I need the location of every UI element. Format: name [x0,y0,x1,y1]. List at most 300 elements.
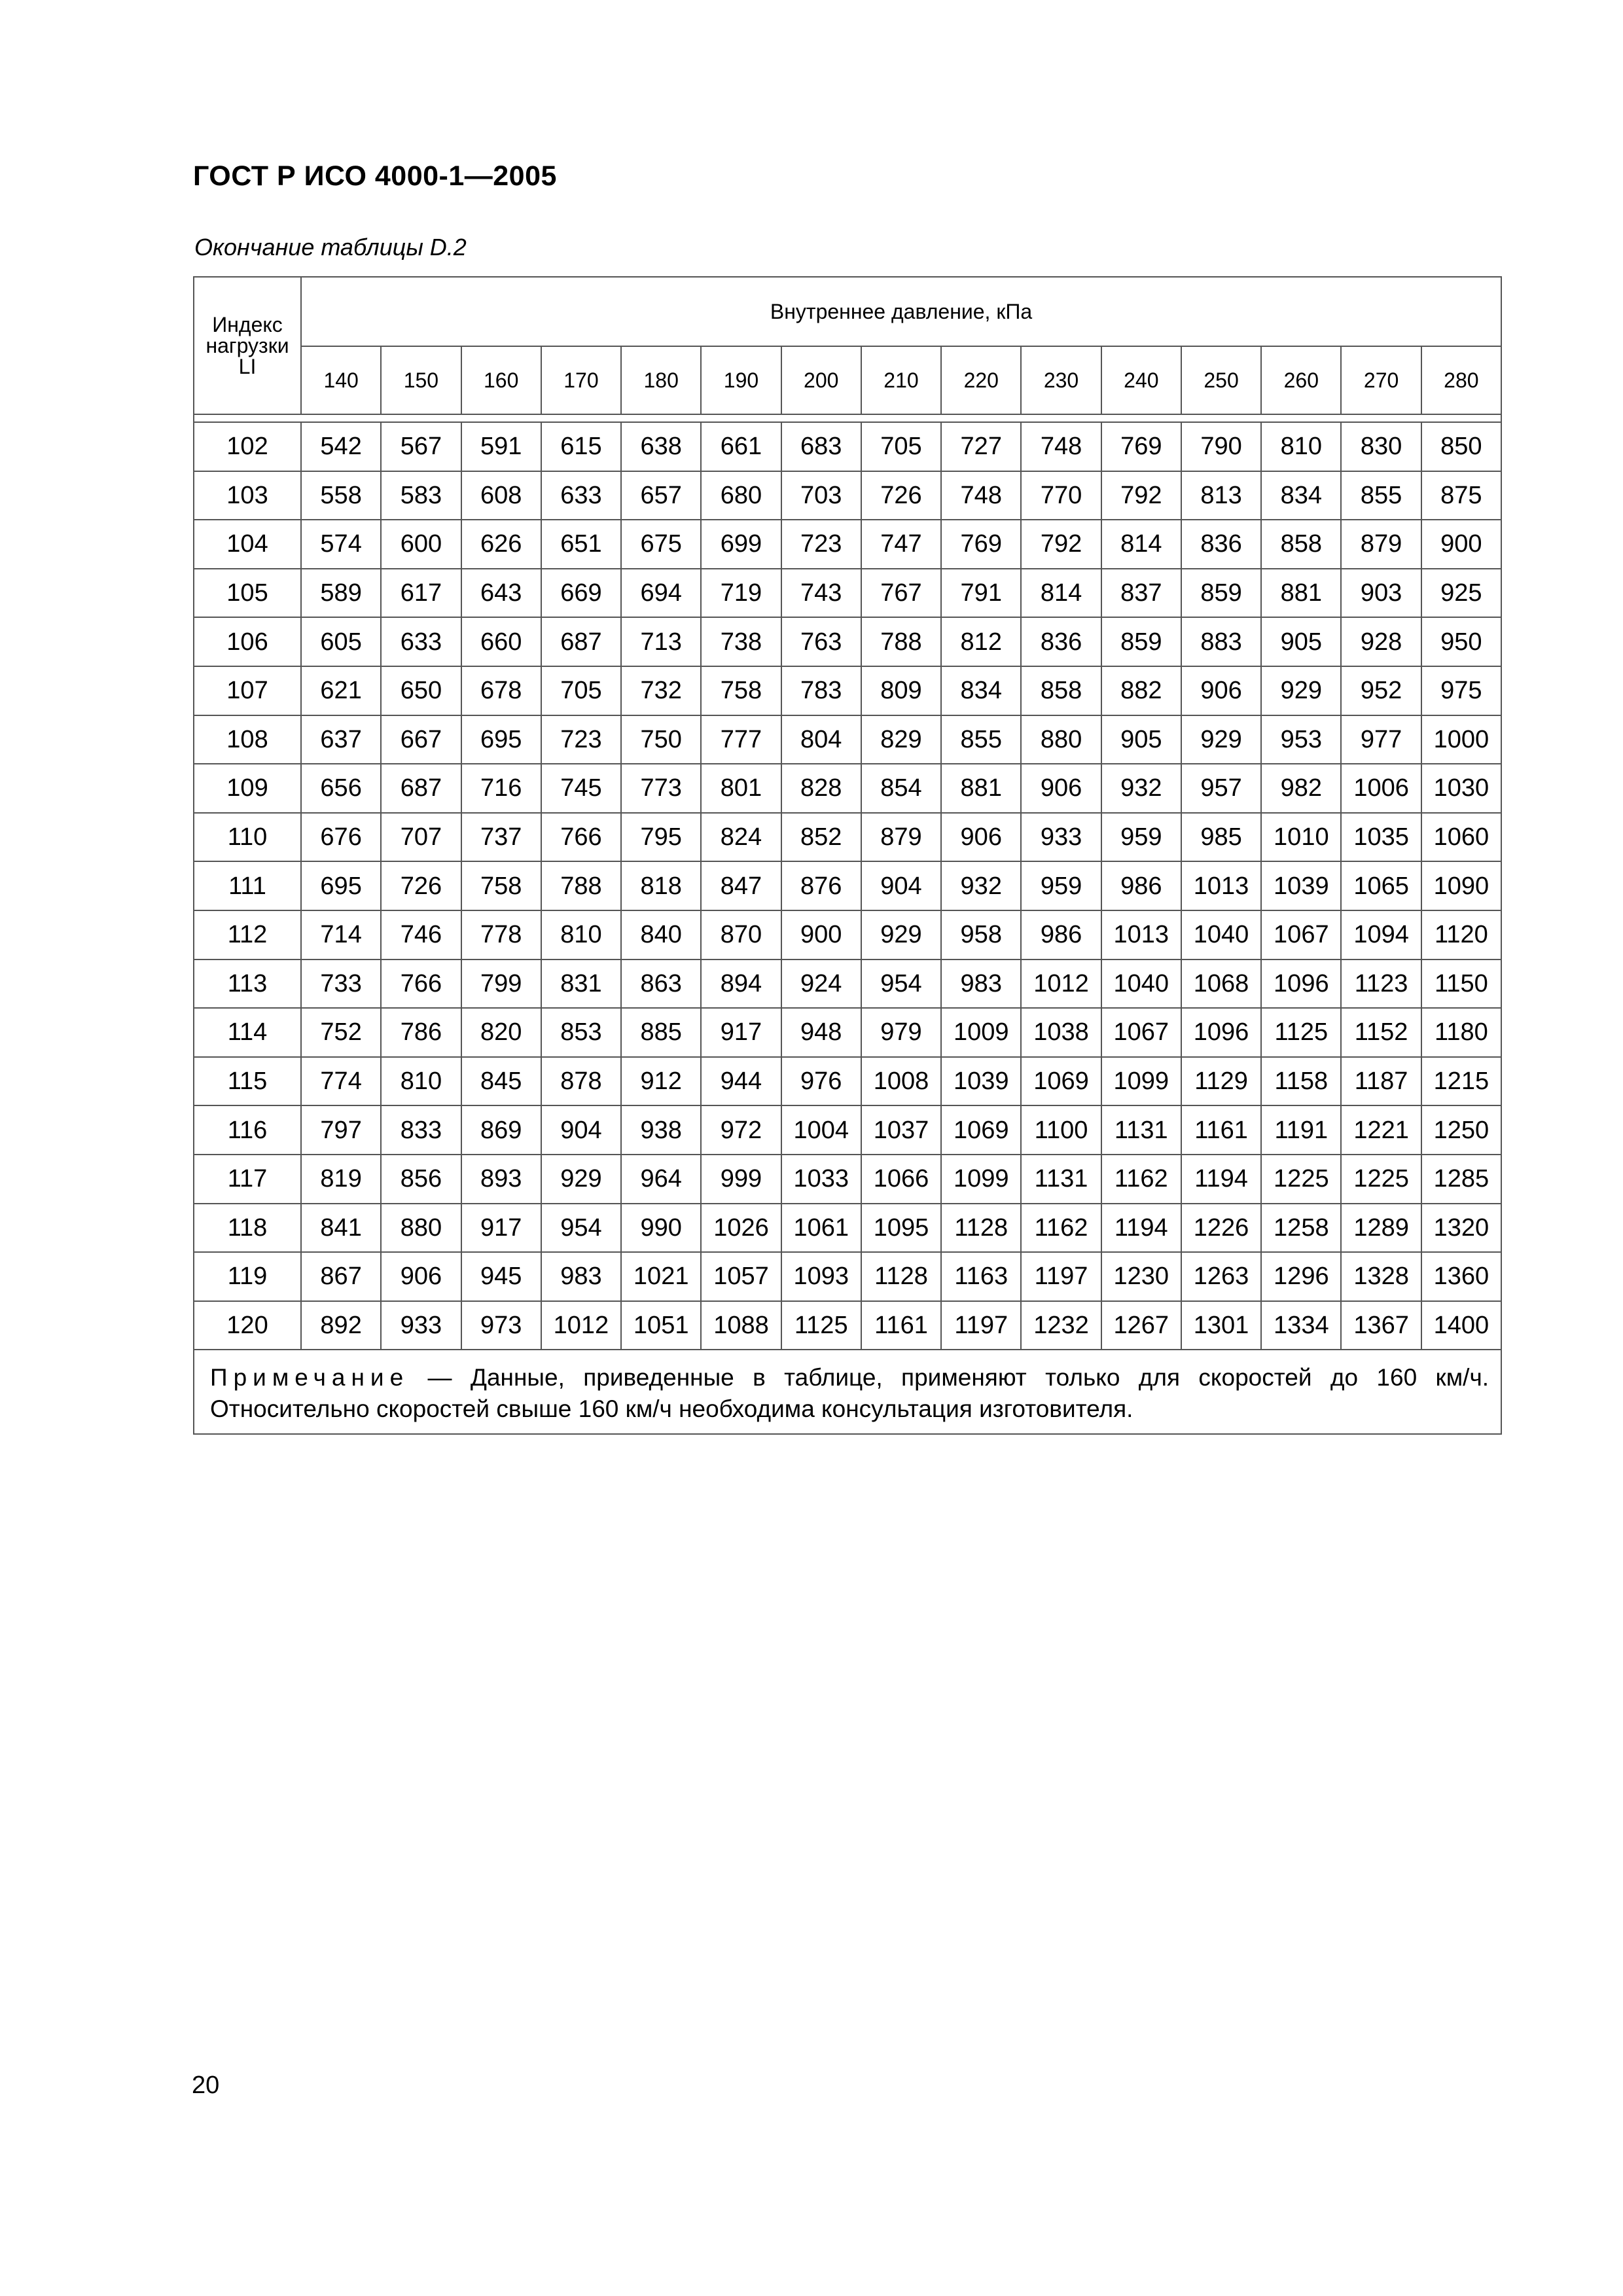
load-value-cell: 1289 [1341,1204,1421,1253]
load-value-cell: 859 [1181,569,1261,618]
load-value-cell: 958 [941,910,1021,960]
load-value-cell: 1040 [1101,960,1181,1009]
load-value-cell: 656 [301,764,381,813]
load-value-cell: 1035 [1341,813,1421,862]
load-value-cell: 1030 [1421,764,1501,813]
load-value-cell: 748 [1021,422,1101,471]
load-value-cell: 912 [621,1057,701,1106]
load-value-cell: 813 [1181,471,1261,520]
load-value-cell: 1095 [861,1204,941,1253]
table-row [194,764,1501,813]
table-row [194,1301,1501,1350]
load-value-cell: 1099 [941,1155,1021,1204]
table-row [194,569,1501,618]
load-value-cell: 637 [301,715,381,764]
load-value-cell: 928 [1341,617,1421,666]
load-value-cell: 542 [301,422,381,471]
load-index-cell: 109 [194,764,301,813]
pressure-group-header: Внутреннее давление, кПа [301,277,1501,346]
load-value-cell: 845 [461,1057,541,1106]
load-value-cell: 814 [1101,520,1181,569]
load-value-cell: 1066 [861,1155,941,1204]
load-value-cell: 1285 [1421,1155,1501,1204]
load-value-cell: 699 [701,520,781,569]
load-value-cell: 1039 [1261,861,1341,910]
table-row [194,861,1501,910]
load-value-cell: 855 [1341,471,1421,520]
table-row [194,1008,1501,1057]
load-value-cell: 1039 [941,1057,1021,1106]
load-value-cell: 1197 [941,1301,1021,1350]
load-value-cell: 1008 [861,1057,941,1106]
load-value-cell: 1009 [941,1008,1021,1057]
load-value-cell: 875 [1421,471,1501,520]
load-index-cell: 103 [194,471,301,520]
load-value-cell: 726 [861,471,941,520]
load-value-cell: 1150 [1421,960,1501,1009]
page-number: 20 [192,2072,220,2099]
load-value-cell: 683 [781,422,861,471]
load-value-cell: 716 [461,764,541,813]
load-value-cell: 1162 [1021,1204,1101,1253]
load-value-cell: 732 [621,666,701,715]
load-value-cell: 1096 [1181,1008,1261,1057]
pressure-header-cell: 190 [701,346,781,414]
load-value-cell: 791 [941,569,1021,618]
load-value-cell: 959 [1021,861,1101,910]
load-value-cell: 824 [701,813,781,862]
load-value-cell: 1129 [1181,1057,1261,1106]
table-header [194,277,1501,414]
load-value-cell: 1400 [1421,1301,1501,1350]
pressure-header-cell: 150 [381,346,461,414]
table-row [194,1155,1501,1204]
load-value-cell: 900 [1421,520,1501,569]
load-value-cell: 1225 [1261,1155,1341,1204]
load-value-cell: 605 [301,617,381,666]
load-value-cell: 713 [621,617,701,666]
load-value-cell: 737 [461,813,541,862]
load-value-cell: 766 [381,960,461,1009]
load-value-cell: 975 [1421,666,1501,715]
load-value-cell: 1296 [1261,1252,1341,1301]
load-value-cell: 809 [861,666,941,715]
load-index-cell: 105 [194,569,301,618]
load-value-cell: 836 [1021,617,1101,666]
pressure-header-cell: 270 [1341,346,1421,414]
load-value-cell: 950 [1421,617,1501,666]
load-value-cell: 856 [381,1155,461,1204]
load-value-cell: 885 [621,1008,701,1057]
load-value-cell: 1152 [1341,1008,1421,1057]
load-value-cell: 1013 [1101,910,1181,960]
load-value-cell: 1258 [1261,1204,1341,1253]
load-value-cell: 905 [1101,715,1181,764]
load-value-cell: 797 [301,1105,381,1155]
load-value-cell: 801 [701,764,781,813]
load-value-cell: 687 [541,617,621,666]
load-value-cell: 694 [621,569,701,618]
load-value-cell: 1161 [1181,1105,1261,1155]
pressure-header-cell: 210 [861,346,941,414]
load-value-cell: 1060 [1421,813,1501,862]
load-value-cell: 879 [1341,520,1421,569]
table-row [194,910,1501,960]
load-value-cell: 743 [781,569,861,618]
load-index-cell: 113 [194,960,301,1009]
load-value-cell: 876 [781,861,861,910]
note-lead: Примечание [210,1364,410,1391]
load-value-cell: 788 [861,617,941,666]
load-value-cell: 819 [301,1155,381,1204]
load-index-cell: 102 [194,422,301,471]
load-value-cell: 1226 [1181,1204,1261,1253]
load-value-cell: 786 [381,1008,461,1057]
load-value-cell: 869 [461,1105,541,1155]
load-value-cell: 745 [541,764,621,813]
load-value-cell: 925 [1421,569,1501,618]
load-value-cell: 773 [621,764,701,813]
load-value-cell: 952 [1341,666,1421,715]
pressure-header-cell: 140 [301,346,381,414]
load-value-cell: 667 [381,715,461,764]
load-value-cell: 837 [1101,569,1181,618]
load-value-cell: 804 [781,715,861,764]
load-value-cell: 954 [541,1204,621,1253]
table-row [194,715,1501,764]
load-value-cell: 929 [1261,666,1341,715]
load-value-cell: 719 [701,569,781,618]
load-value-cell: 1125 [781,1301,861,1350]
pressure-header-cell: 260 [1261,346,1341,414]
load-value-cell: 657 [621,471,701,520]
load-value-cell: 1125 [1261,1008,1341,1057]
load-value-cell: 788 [541,861,621,910]
table-row [194,1204,1501,1253]
load-value-cell: 651 [541,520,621,569]
table-row [194,471,1501,520]
load-value-cell: 847 [701,861,781,910]
load-value-cell: 814 [1021,569,1101,618]
load-value-cell: 917 [701,1008,781,1057]
load-value-cell: 1263 [1181,1252,1261,1301]
load-value-cell: 810 [541,910,621,960]
table-body [194,414,1501,1434]
load-value-cell: 726 [381,861,461,910]
load-value-cell: 900 [781,910,861,960]
pressure-header-cell: 240 [1101,346,1181,414]
load-value-cell: 932 [1101,764,1181,813]
load-value-cell: 1096 [1261,960,1341,1009]
load-value-cell: 1161 [861,1301,941,1350]
load-value-cell: 1131 [1021,1155,1101,1204]
load-value-cell: 905 [1261,617,1341,666]
load-value-cell: 714 [301,910,381,960]
load-value-cell: 769 [1101,422,1181,471]
load-value-cell: 879 [861,813,941,862]
load-value-cell: 661 [701,422,781,471]
load-value-cell: 769 [941,520,1021,569]
load-value-cell: 727 [941,422,1021,471]
load-value-cell: 1320 [1421,1204,1501,1253]
load-value-cell: 944 [701,1057,781,1106]
load-value-cell: 1360 [1421,1252,1501,1301]
load-value-cell: 750 [621,715,701,764]
load-value-cell: 1068 [1181,960,1261,1009]
load-value-cell: 810 [1261,422,1341,471]
note-text: — Данные, приведенные в таблице, применяют только для скоростей до 160 км/ч. Относительно скоростей свыше 160 км/ч необходима консультация изготовителя. [210,1364,1489,1422]
load-value-cell: 748 [941,471,1021,520]
load-value-cell: 783 [781,666,861,715]
load-value-cell: 1094 [1341,910,1421,960]
load-value-cell: 818 [621,861,701,910]
load-value-cell: 850 [1421,422,1501,471]
table-row [194,813,1501,862]
load-value-cell: 790 [1181,422,1261,471]
load-value-cell: 964 [621,1155,701,1204]
pressure-header-cell: 280 [1421,346,1501,414]
load-value-cell: 881 [1261,569,1341,618]
load-value-cell: 1120 [1421,910,1501,960]
load-value-cell: 1004 [781,1105,861,1155]
load-value-cell: 859 [1101,617,1181,666]
load-value-cell: 977 [1341,715,1421,764]
load-value-cell: 834 [941,666,1021,715]
load-value-cell: 1163 [941,1252,1021,1301]
load-value-cell: 1221 [1341,1105,1421,1155]
load-value-cell: 810 [381,1057,461,1106]
load-value-cell: 985 [1181,813,1261,862]
load-value-cell: 589 [301,569,381,618]
load-value-cell: 948 [781,1008,861,1057]
load-index-cell: 107 [194,666,301,715]
load-value-cell: 680 [701,471,781,520]
load-value-cell: 894 [701,960,781,1009]
load-value-cell: 929 [541,1155,621,1204]
table-row [194,960,1501,1009]
pressure-header-cell: 250 [1181,346,1261,414]
load-value-cell: 986 [1101,861,1181,910]
load-value-cell: 933 [381,1301,461,1350]
load-value-cell: 633 [541,471,621,520]
load-value-cell: 1067 [1261,910,1341,960]
load-value-cell: 1057 [701,1252,781,1301]
load-value-cell: 600 [381,520,461,569]
table-row [194,1105,1501,1155]
load-value-cell: 1194 [1101,1204,1181,1253]
load-value-cell: 906 [1021,764,1101,813]
load-value-cell: 852 [781,813,861,862]
load-value-cell: 1158 [1261,1057,1341,1106]
load-value-cell: 1128 [861,1252,941,1301]
load-value-cell: 1250 [1421,1105,1501,1155]
pressure-header-cell: 180 [621,346,701,414]
load-value-cell: 1037 [861,1105,941,1155]
load-value-cell: 976 [781,1057,861,1106]
load-value-cell: 829 [861,715,941,764]
load-value-cell: 999 [701,1155,781,1204]
load-value-cell: 1088 [701,1301,781,1350]
load-value-cell: 830 [1341,422,1421,471]
load-value-cell: 574 [301,520,381,569]
load-value-cell: 1099 [1101,1057,1181,1106]
load-value-cell: 1013 [1181,861,1261,910]
load-value-cell: 676 [301,813,381,862]
load-value-cell: 705 [861,422,941,471]
load-value-cell: 917 [461,1204,541,1253]
load-value-cell: 567 [381,422,461,471]
load-value-cell: 770 [1021,471,1101,520]
load-value-cell: 1061 [781,1204,861,1253]
load-value-cell: 1040 [1181,910,1261,960]
load-value-cell: 880 [381,1204,461,1253]
load-value-cell: 792 [1101,471,1181,520]
load-value-cell: 643 [461,569,541,618]
table-row [194,520,1501,569]
load-value-cell: 763 [781,617,861,666]
load-value-cell: 1162 [1101,1155,1181,1204]
load-value-cell: 746 [381,910,461,960]
load-value-cell: 617 [381,569,461,618]
load-value-cell: 929 [861,910,941,960]
load-value-cell: 880 [1021,715,1101,764]
load-value-cell: 1334 [1261,1301,1341,1350]
load-index-cell: 120 [194,1301,301,1350]
load-value-cell: 858 [1021,666,1101,715]
load-value-cell: 799 [461,960,541,1009]
load-value-cell: 695 [461,715,541,764]
load-value-cell: 983 [541,1252,621,1301]
load-value-cell: 795 [621,813,701,862]
pressure-header-cell: 230 [1021,346,1101,414]
load-value-cell: 752 [301,1008,381,1057]
load-value-cell: 792 [1021,520,1101,569]
load-value-cell: 1128 [941,1204,1021,1253]
load-index-cell: 116 [194,1105,301,1155]
load-value-cell: 615 [541,422,621,471]
load-value-cell: 893 [461,1155,541,1204]
load-value-cell: 1012 [541,1301,621,1350]
load-value-cell: 1328 [1341,1252,1421,1301]
load-index-cell: 118 [194,1204,301,1253]
load-value-cell: 1065 [1341,861,1421,910]
load-value-cell: 1010 [1261,813,1341,862]
load-value-cell: 986 [1021,910,1101,960]
load-index-cell: 104 [194,520,301,569]
load-value-cell: 820 [461,1008,541,1057]
load-value-cell: 979 [861,1008,941,1057]
load-value-cell: 678 [461,666,541,715]
load-value-cell: 954 [861,960,941,1009]
load-value-cell: 583 [381,471,461,520]
load-value-cell: 1187 [1341,1057,1421,1106]
document-title: ГОСТ Р ИСО 4000-1—2005 [193,160,557,192]
load-index-header: Индекс нагрузки LI [194,277,301,414]
load-value-cell: 957 [1181,764,1261,813]
load-value-cell: 982 [1261,764,1341,813]
load-value-cell: 766 [541,813,621,862]
load-value-cell: 621 [301,666,381,715]
load-value-cell: 758 [461,861,541,910]
load-value-cell: 833 [381,1105,461,1155]
load-value-cell: 695 [301,861,381,910]
load-value-cell: 638 [621,422,701,471]
load-value-cell: 882 [1101,666,1181,715]
load-value-cell: 687 [381,764,461,813]
load-value-cell: 863 [621,960,701,1009]
load-value-cell: 703 [781,471,861,520]
load-value-cell: 938 [621,1105,701,1155]
load-value-cell: 881 [941,764,1021,813]
load-value-cell: 1301 [1181,1301,1261,1350]
load-value-cell: 1033 [781,1155,861,1204]
load-value-cell: 1051 [621,1301,701,1350]
load-value-cell: 777 [701,715,781,764]
load-value-cell: 650 [381,666,461,715]
load-pressure-table [193,276,1502,1435]
load-index-cell: 108 [194,715,301,764]
load-value-cell: 972 [701,1105,781,1155]
load-value-cell: 723 [781,520,861,569]
load-value-cell: 1194 [1181,1155,1261,1204]
load-index-cell: 111 [194,861,301,910]
load-value-cell: 675 [621,520,701,569]
load-value-cell: 854 [861,764,941,813]
load-value-cell: 953 [1261,715,1341,764]
load-value-cell: 1038 [1021,1008,1101,1057]
load-value-cell: 591 [461,422,541,471]
load-value-cell: 1197 [1021,1252,1101,1301]
table-row [194,666,1501,715]
load-value-cell: 1026 [701,1204,781,1253]
load-value-cell: 723 [541,715,621,764]
load-value-cell: 1100 [1021,1105,1101,1155]
load-index-cell: 114 [194,1008,301,1057]
load-value-cell: 1123 [1341,960,1421,1009]
header-separator [194,414,1501,422]
load-value-cell: 1267 [1101,1301,1181,1350]
load-value-cell: 831 [541,960,621,1009]
load-value-cell: 906 [381,1252,461,1301]
load-value-cell: 1180 [1421,1008,1501,1057]
load-value-cell: 932 [941,861,1021,910]
load-value-cell: 1021 [621,1252,701,1301]
load-index-cell: 106 [194,617,301,666]
load-value-cell: 1191 [1261,1105,1341,1155]
load-value-cell: 906 [941,813,1021,862]
table-caption: Окончание таблицы D.2 [194,234,467,260]
table-note [194,1350,1501,1434]
load-value-cell: 903 [1341,569,1421,618]
load-value-cell: 733 [301,960,381,1009]
load-value-cell: 1006 [1341,764,1421,813]
load-index-cell: 115 [194,1057,301,1106]
load-value-cell: 660 [461,617,541,666]
load-value-cell: 983 [941,960,1021,1009]
load-value-cell: 924 [781,960,861,1009]
load-value-cell: 841 [301,1204,381,1253]
load-index-cell: 117 [194,1155,301,1204]
table-row [194,1252,1501,1301]
load-index-cell: 112 [194,910,301,960]
load-value-cell: 1093 [781,1252,861,1301]
load-value-cell: 836 [1181,520,1261,569]
load-value-cell: 1012 [1021,960,1101,1009]
load-value-cell: 906 [1181,666,1261,715]
load-value-cell: 892 [301,1301,381,1350]
load-value-cell: 840 [621,910,701,960]
table-row [194,1057,1501,1106]
